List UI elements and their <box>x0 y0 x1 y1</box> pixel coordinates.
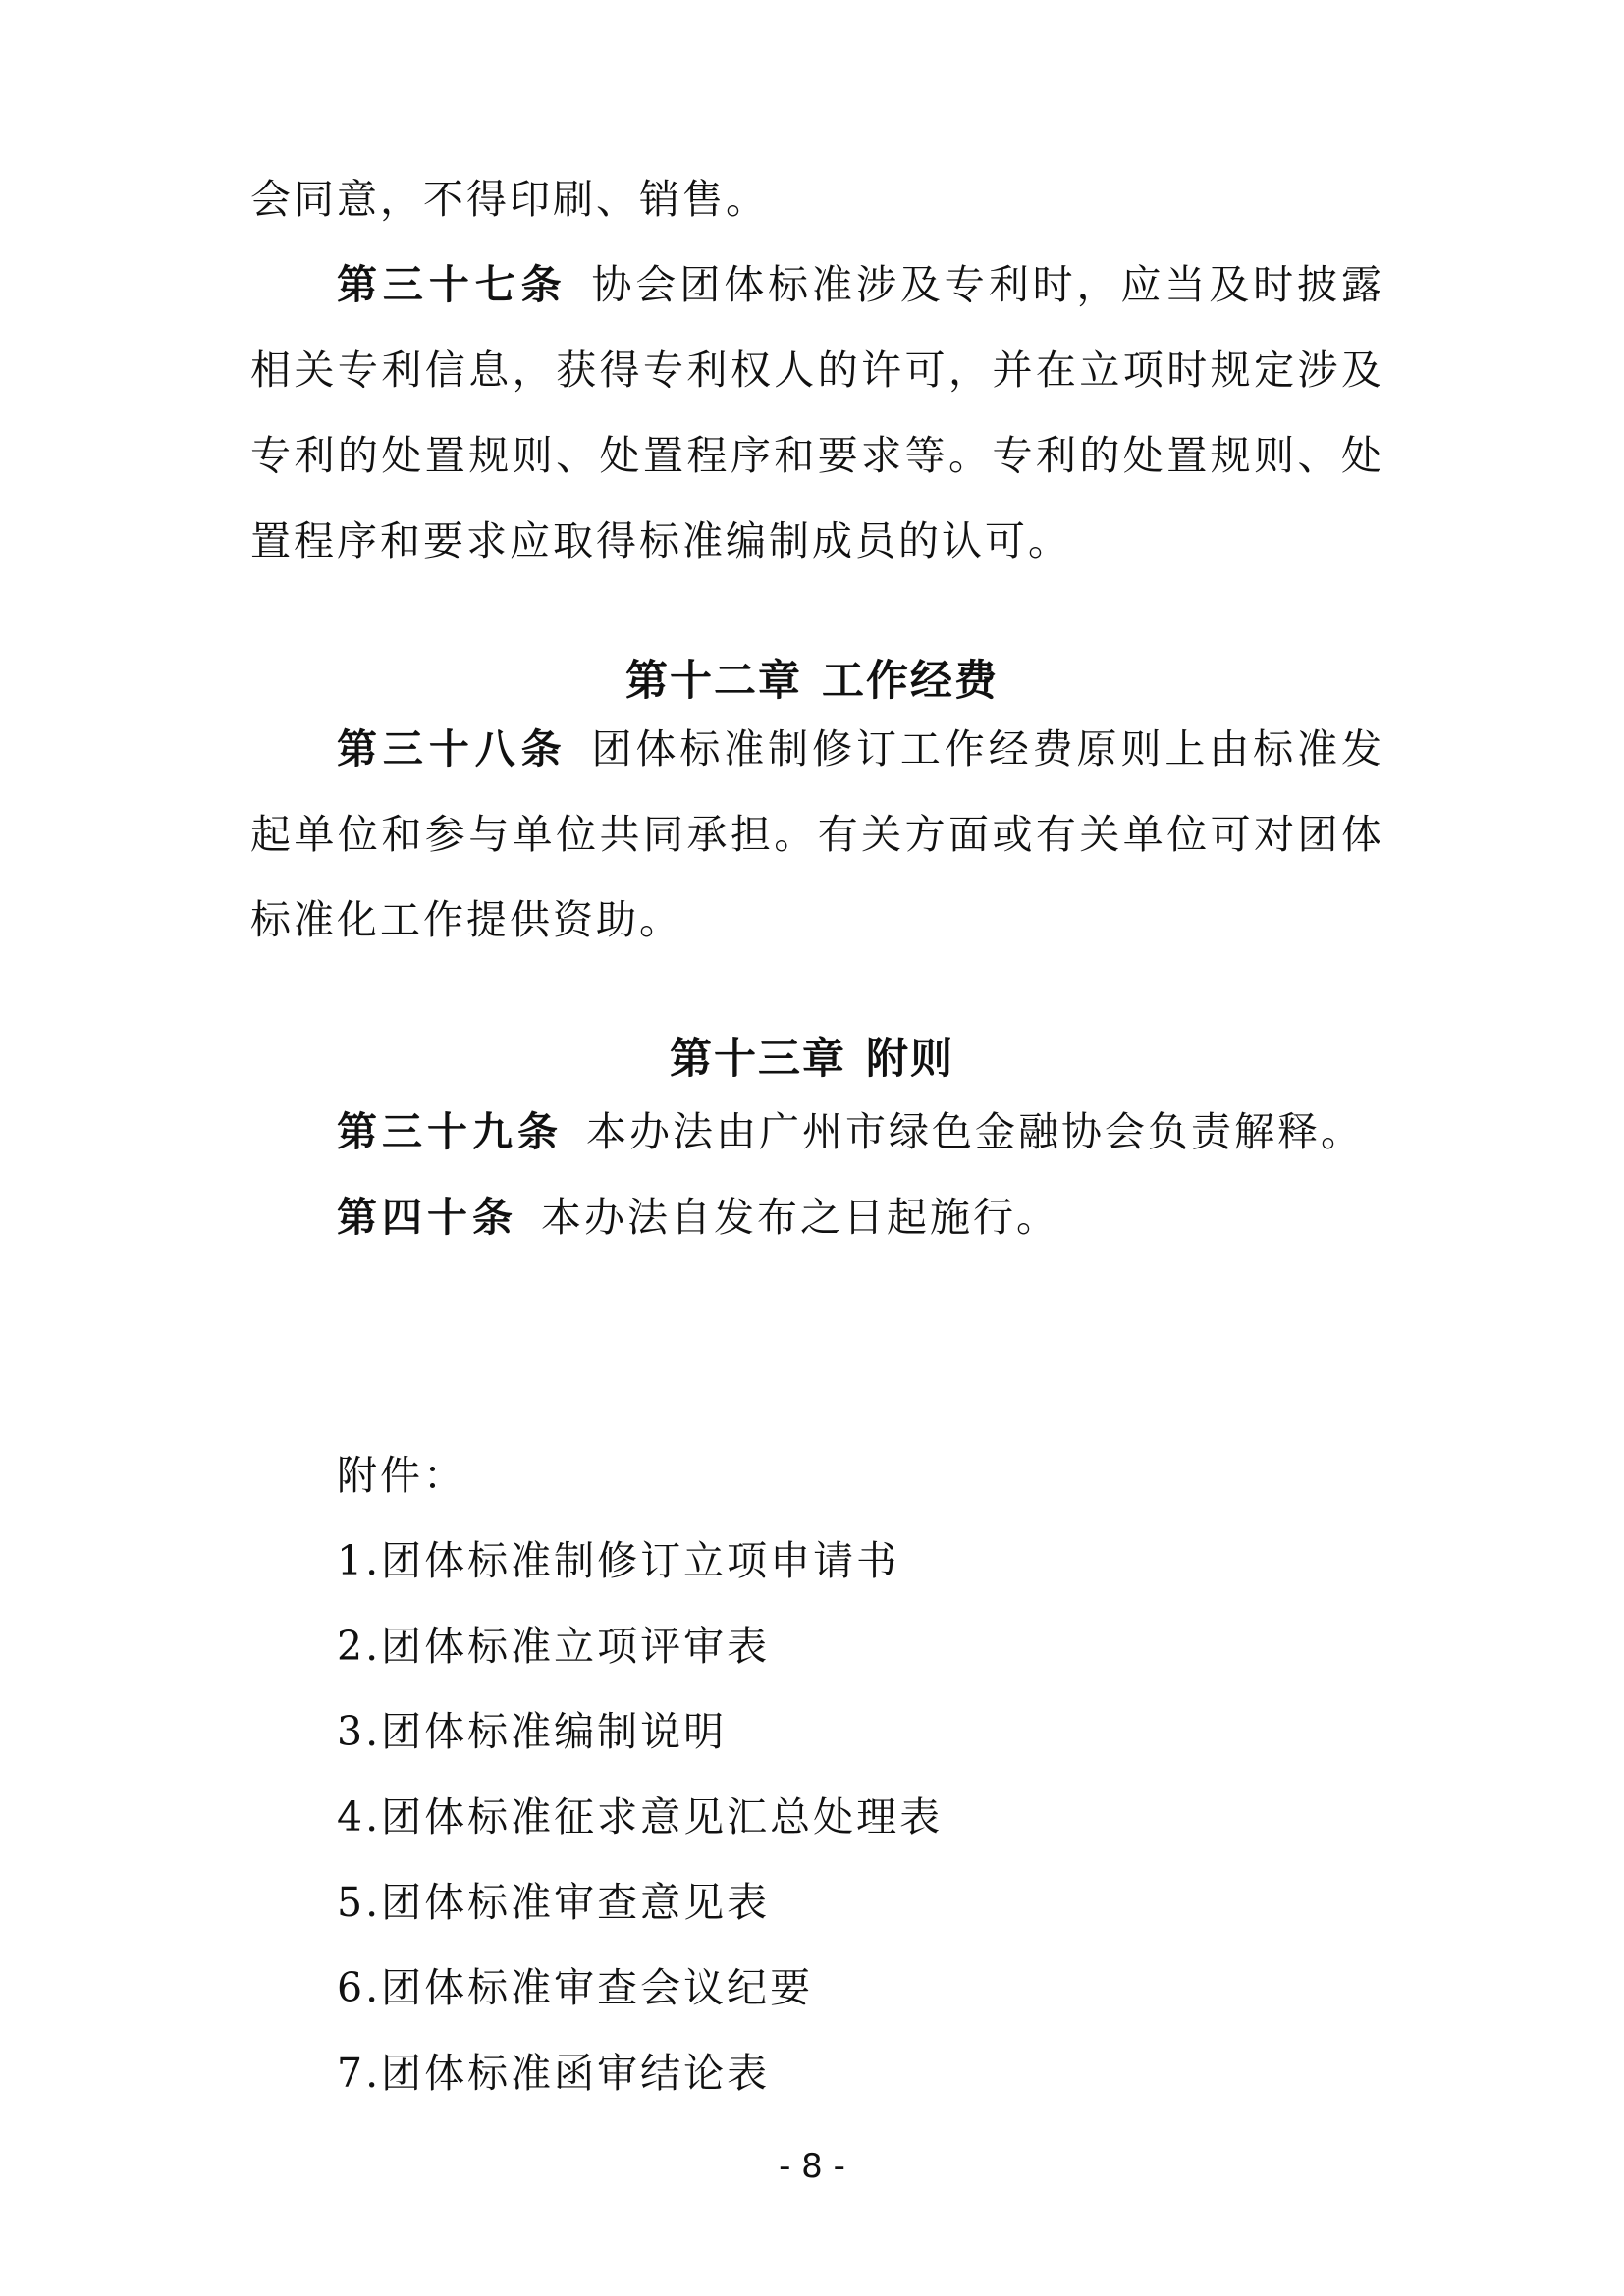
chapter-13-heading <box>0 1026 1624 1086</box>
chapter-13-title: 附则 <box>866 1035 954 1084</box>
attachments-heading: 附件： <box>337 1452 466 1499</box>
page-number: - 8 - <box>779 2147 845 2186</box>
attachment-item: 1.团体标准制修订立项申请书 <box>337 1537 900 1584</box>
attachment-item: 7.团体标准函审结论表 <box>337 2050 771 2097</box>
article-37 <box>250 242 1384 584</box>
article-38 <box>250 707 1384 963</box>
attachment-item: 3.团体标准编制说明 <box>337 1708 728 1755</box>
article-40 <box>337 1185 1059 1243</box>
continuation-text: 会同意，不得印刷、销售。 <box>250 176 769 223</box>
article-39-text: 本办法由广州市绿色金融协会负责解释。 <box>586 1108 1364 1155</box>
article-40-text: 本办法自发布之日起施行。 <box>541 1194 1059 1241</box>
article-38-label: 第三十八条 <box>337 725 568 773</box>
chapter-12-heading <box>0 648 1624 708</box>
attachment-item: 4.团体标准征求意见汇总处理表 <box>337 1793 944 1841</box>
article-39-label: 第三十九条 <box>337 1108 563 1155</box>
article-37-text: 协会团体标准涉及专利时，应当及时披露相关专利信息，获得专利权人的许可，并在立项时规定涉及专利的处置规则、处置程序和要求等。专利的处置规则、处置程序和要求应取得标准编制成员的认可。 <box>250 261 1385 564</box>
article-40-label: 第四十条 <box>337 1194 517 1241</box>
attachment-item: 2.团体标准立项评审表 <box>337 1623 771 1670</box>
attachment-item: 5.团体标准审查意见表 <box>337 1879 771 1926</box>
continuation-paragraph <box>250 157 1384 242</box>
article-37-label: 第三十七条 <box>337 261 568 308</box>
chapter-12-number: 第十二章 <box>625 657 802 706</box>
article-39 <box>337 1099 1364 1157</box>
attachment-item: 6.团体标准审查会议纪要 <box>337 1964 814 2011</box>
chapter-12-title: 工作经费 <box>822 657 999 706</box>
chapter-13-number: 第十三章 <box>670 1035 846 1084</box>
article-38-text: 团体标准制修订工作经费原则上由标准发起单位和参与单位共同承担。有关方面或有关单位可对团体标准化工作提供资助。 <box>250 725 1385 943</box>
